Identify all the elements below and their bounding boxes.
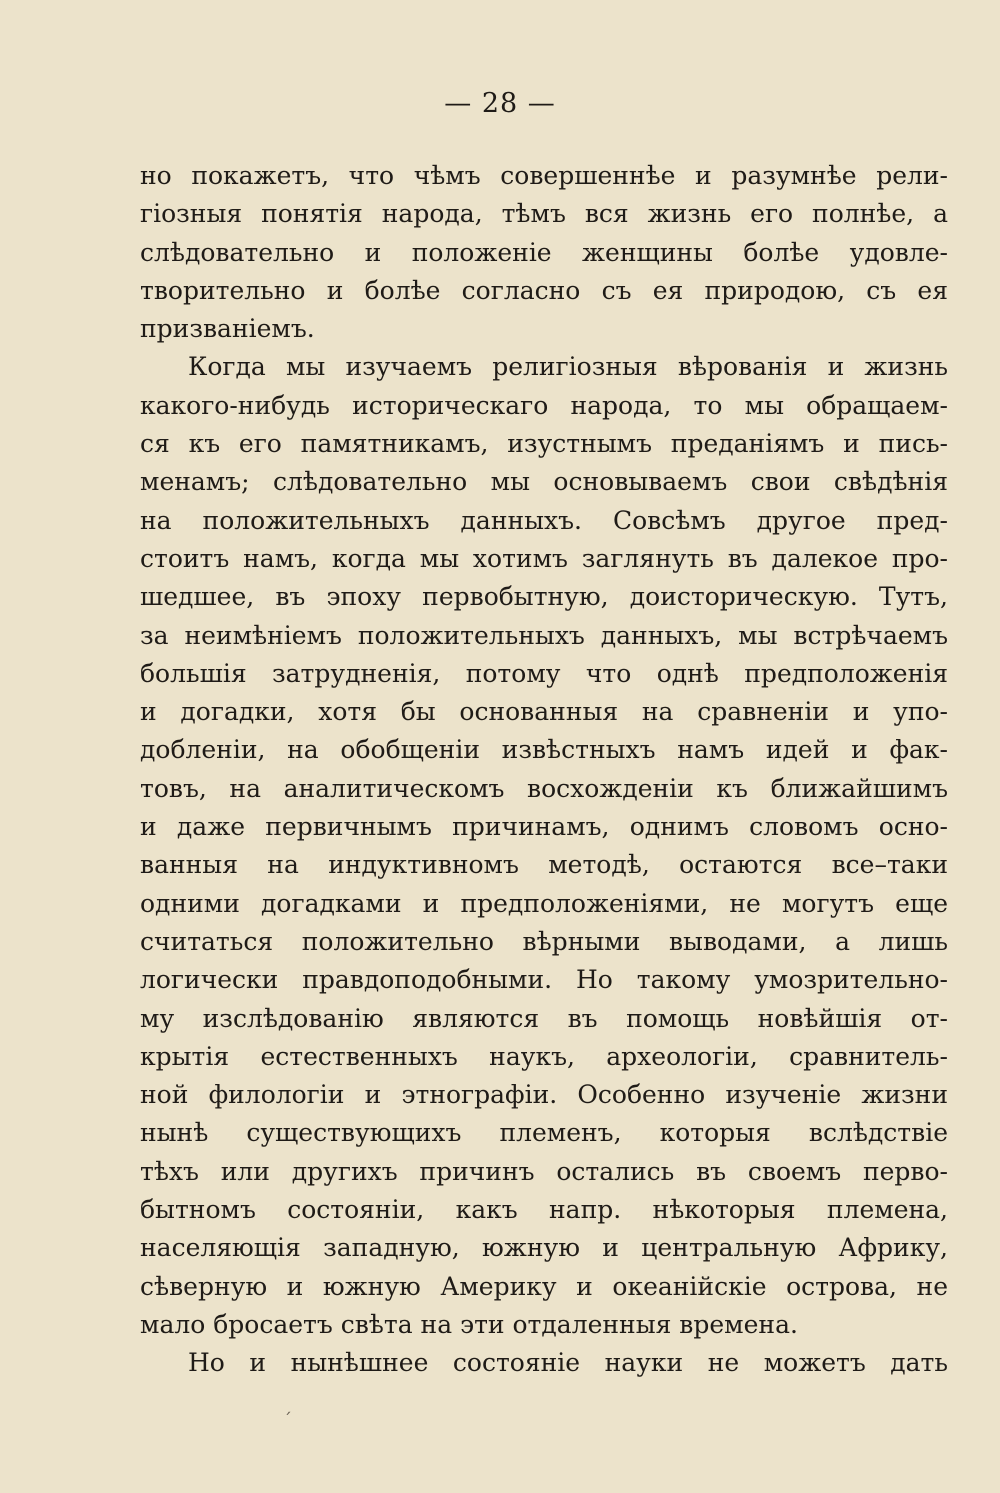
stray-ink-mark: ˊ bbox=[283, 1410, 292, 1431]
text-line: за неимѣнiемъ положительныхъ данныхъ, мы встрѣчаемъ bbox=[140, 620, 948, 650]
text-line: менамъ; слѣдовательно мы основываемъ свои свѣдѣнiя bbox=[140, 467, 948, 497]
text-line: но покажетъ, что чѣмъ совершеннѣе и разумнѣе рели- bbox=[140, 161, 948, 190]
text-line: му изслѣдованiю являются въ помощь новѣйшiя от- bbox=[140, 1003, 948, 1033]
text-line: призванiемъ. bbox=[140, 314, 315, 344]
text-line: и даже первичнымъ причинамъ, однимъ словомъ осно- bbox=[140, 812, 948, 842]
text-line: шедшее, въ эпоху первобытную, доисторическую. Тутъ, bbox=[140, 582, 948, 612]
text-line: бытномъ состоянiи, какъ напр. нѣкоторыя племена, bbox=[140, 1195, 948, 1225]
text-line: стоитъ намъ, когда мы хотимъ заглянуть въ далекое про- bbox=[140, 543, 948, 573]
text-line: на положительныхъ данныхъ. Совсѣмъ другое пред- bbox=[140, 505, 948, 535]
text-line: товъ, на аналитическомъ восхожденiи къ ближайшимъ bbox=[140, 773, 948, 803]
text-line: слѣдовательно и положенiе женщины болѣе удовле- bbox=[140, 237, 948, 267]
text-line: логически правдоподобными. Но такому умозрительно- bbox=[140, 965, 948, 995]
text-line: крытiя естественныхъ наукъ, археологiи, сравнитель- bbox=[140, 1041, 948, 1071]
paragraph-start-line: Когда мы изучаемъ религiозныя вѣрованiя и жизнь bbox=[188, 352, 948, 382]
text-line: нынѣ существующихъ племенъ, которыя вслѣдствiе bbox=[140, 1118, 948, 1148]
text-line: сѣверную и южную Америку и океанiйскiе острова, не bbox=[140, 1271, 948, 1301]
text-line: творительно и болѣе согласно съ ея природою, съ ея bbox=[140, 275, 948, 305]
text-line: большiя затрудненiя, потому что однѣ предположенiя bbox=[140, 658, 948, 688]
text-line: гiозныя понятiя народа, тѣмъ вся жизнь его полнѣе, а bbox=[140, 199, 948, 229]
page-number: — 28 — bbox=[444, 88, 556, 119]
text-line: добленiи, на обобщенiи извѣстныхъ намъ идей и фак- bbox=[140, 735, 948, 765]
text-line: населяющiя западную, южную и центральную Африку, bbox=[140, 1233, 948, 1263]
paragraph-start-line: Но и нынѣшнее состоянiе науки не можетъ дать bbox=[188, 1348, 948, 1378]
text-line: одними догадками и предположенiями, не могутъ еще bbox=[140, 888, 948, 918]
text-line: считаться положительно вѣрными выводами, а лишь bbox=[140, 926, 948, 956]
text-line: ванныя на индуктивномъ методѣ, остаются все–таки bbox=[140, 850, 948, 880]
text-line: и догадки, хотя бы основанныя на сравненiи и упо- bbox=[140, 697, 948, 727]
body-text bbox=[140, 157, 948, 1383]
text-line: ся къ его памятникамъ, изустнымъ преданiямъ и пись- bbox=[140, 429, 948, 459]
text-line: мало бросаетъ свѣта на эти отдаленныя времена. bbox=[140, 1309, 798, 1339]
text-line: тѣхъ или другихъ причинъ остались въ своемъ перво- bbox=[140, 1156, 948, 1186]
text-line: ной филологiи и этнографiи. Особенно изученiе жизни bbox=[140, 1080, 948, 1110]
text-line: какого-нибудь историческаго народа, то мы обращаем- bbox=[140, 390, 948, 420]
